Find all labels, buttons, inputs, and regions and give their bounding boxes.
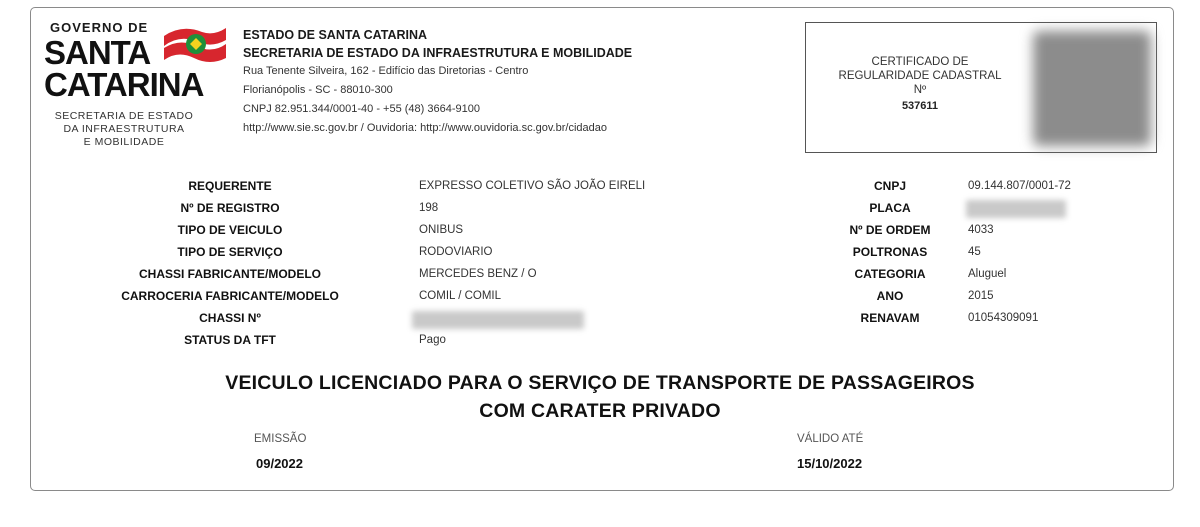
logo-governo-text: GOVERNO DE <box>50 20 149 35</box>
website-line: http://www.sie.sc.gov.br / Ouvidoria: http://www.ouvidoria.sc.gov.br/cidadao <box>243 122 607 134</box>
cnpj-label: CNPJ <box>873 179 906 193</box>
state-name: ESTADO DE SANTA CATARINA <box>243 28 428 42</box>
carroceria-value: COMIL / COMIL <box>419 290 501 302</box>
carroceria-label: CARROCERIA FABRICANTE/MODELO <box>121 289 339 303</box>
issue-date-label: EMISSÃO <box>254 433 307 445</box>
tipo-servico-value: RODOVIARIO <box>419 246 493 258</box>
cnpj-value: 09.144.807/0001-72 <box>968 180 1071 192</box>
secretariat-name: SECRETARIA DE ESTADO DA INFRAESTRUTURA E MOBILIDADE <box>243 46 633 60</box>
certificate-title: CERTIFICADO DE REGULARIDADE CADASTRAL Nº 537611 <box>810 55 1030 113</box>
ano-label: ANO <box>876 289 904 303</box>
status-tft-value: Pago <box>419 334 446 346</box>
requerente-value: EXPRESSO COLETIVO SÃO JOÃO EIRELI <box>419 180 646 192</box>
categoria-label: CATEGORIA <box>854 267 926 281</box>
issue-date-value: 09/2022 <box>256 456 303 471</box>
license-statement-line2: COM CARATER PRIVADO <box>479 400 721 422</box>
requerente-label: REQUERENTE <box>188 179 272 193</box>
valid-until-label: VÁLIDO ATÉ <box>797 433 864 445</box>
tipo-veiculo-label: TIPO DE VEICULO <box>177 223 283 237</box>
status-tft-label: STATUS DA TFT <box>184 333 276 347</box>
ordem-value: 4033 <box>968 224 994 236</box>
logo-catarina-text: CATARINA <box>44 66 204 103</box>
license-statement-line1: VEICULO LICENCIADO PARA O SERVIÇO DE TRANSPORTE DE PASSAGEIROS <box>225 372 975 394</box>
state-flag-icon <box>162 22 228 68</box>
chassi-modelo-label: CHASSI FABRICANTE/MODELO <box>138 267 321 281</box>
poltronas-value: 45 <box>968 246 981 258</box>
chassi-modelo-value: MERCEDES BENZ / O <box>419 268 537 280</box>
logo-subtitle: SECRETARIA DE ESTADO DA INFRAESTRUTURA E MOBILIDADE <box>54 110 194 148</box>
address-line: Rua Tenente Silveira, 162 - Edifício das Diretorias - Centro <box>243 65 529 77</box>
renavam-label: RENAVAM <box>860 311 920 325</box>
renavam-value: 01054309091 <box>968 312 1039 324</box>
redacted-photo <box>1033 31 1151 146</box>
redacted-placa-value <box>966 200 1066 218</box>
logo-santa-text: SANTA <box>44 34 151 71</box>
placa-label: PLACA <box>869 201 911 215</box>
contact-line: CNPJ 82.951.344/0001-40 - +55 (48) 3664-9100 <box>243 103 480 115</box>
tipo-veiculo-value: ONIBUS <box>419 224 464 236</box>
redacted-chassi-value <box>412 311 584 329</box>
registro-label: Nº DE REGISTRO <box>180 201 280 215</box>
poltronas-label: POLTRONAS <box>852 245 928 259</box>
government-logo <box>44 20 234 155</box>
certificate-number: 537611 <box>901 100 939 112</box>
institution-header <box>243 26 632 138</box>
valid-until-value: 15/10/2022 <box>797 456 863 471</box>
registro-value: 198 <box>419 202 439 214</box>
city-line: Florianópolis - SC - 88010-300 <box>243 84 393 96</box>
chassi-numero-label: CHASSI Nº <box>199 311 261 325</box>
ano-value: 2015 <box>968 290 994 302</box>
categoria-value: Aluguel <box>968 268 1007 280</box>
ordem-label: Nº DE ORDEM <box>849 223 931 237</box>
certificate-box <box>805 22 1157 153</box>
tipo-servico-label: TIPO DE SERVIÇO <box>177 245 283 259</box>
